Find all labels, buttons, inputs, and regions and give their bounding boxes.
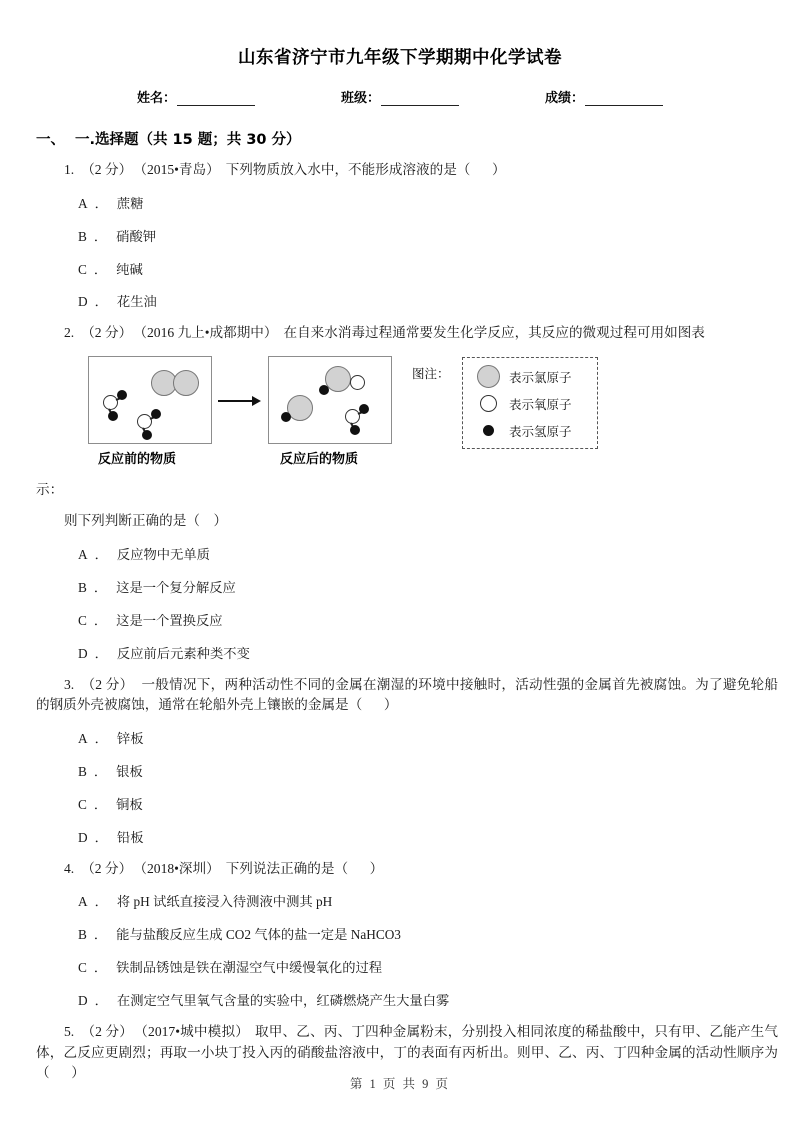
hydrogen-atom-icon xyxy=(142,430,152,440)
question-5-paren-close: ） xyxy=(71,1065,85,1081)
question-2-score: （2 分） xyxy=(81,325,133,341)
option-dot: ． xyxy=(93,261,108,277)
score-label: 成绩： xyxy=(545,91,585,106)
oxygen-atom-icon xyxy=(345,409,360,424)
hydrogen-atom-icon xyxy=(473,425,503,436)
question-3-option-a[interactable] xyxy=(78,729,800,749)
question-2-source: （2016 九上•成都期中） xyxy=(140,325,278,341)
class-label: 班级： xyxy=(340,91,380,106)
question-3-option-b[interactable] xyxy=(78,762,800,782)
question-1-stem xyxy=(36,160,778,181)
option-letter: A xyxy=(78,894,88,910)
option-text: 蔗糖 xyxy=(116,195,144,211)
option-letter: B xyxy=(78,763,87,779)
question-5-text: 取甲、乙、丙、丁四种金属粉末，分别投入相同浓度的稀盐酸中，只有甲、乙能产生气体，乙反应更剧烈；再取一小块丁投入丙的硝酸盐溶液中，丁的表面有丙析出。则甲、乙、丙、丁四种金属的活动性顺序为（ xyxy=(36,1024,779,1081)
option-dot: ． xyxy=(93,960,108,976)
question-4-paren-close: ） xyxy=(369,860,384,876)
option-dot: ． xyxy=(94,993,108,1009)
option-text: 将 pH 试纸直接浸入待测液中测其 pH xyxy=(116,894,333,910)
option-text: 反应前后元素种类不变 xyxy=(116,645,250,661)
hydrogen-atom-icon xyxy=(151,409,161,419)
option-letter: D xyxy=(78,294,88,310)
question-2-text: 在自来水消毒过程通常要发生化学反应，其反应的微观过程可用如图表 xyxy=(283,325,705,341)
option-letter: D xyxy=(78,645,88,661)
question-2-stem xyxy=(36,323,778,344)
question-3-paren-close: ） xyxy=(383,697,398,713)
oxygen-atom-icon xyxy=(103,395,118,410)
option-dot: ． xyxy=(94,730,108,746)
section-heading xyxy=(36,128,800,149)
option-dot: ． xyxy=(93,612,108,628)
question-4-number: 4. xyxy=(64,860,75,876)
question-3 xyxy=(0,675,800,848)
option-dot: ． xyxy=(94,195,108,211)
legend-item-label: 表示氯原子 xyxy=(509,369,572,385)
score-blank[interactable] xyxy=(585,92,663,106)
option-letter: A xyxy=(78,546,88,562)
name-label: 姓名： xyxy=(136,91,176,106)
legend-item-chlorine xyxy=(463,363,597,390)
option-letter: C xyxy=(78,612,87,628)
hydrogen-atom-icon xyxy=(117,390,127,400)
option-letter: B xyxy=(78,228,87,244)
question-5-score: （2 分） xyxy=(81,1024,134,1040)
option-letter: A xyxy=(78,195,88,211)
score-field xyxy=(545,87,663,106)
page-footer: 第 1 页 共 9 页 xyxy=(349,1077,451,1091)
class-field xyxy=(341,87,459,106)
legend-item-label: 表示氧原子 xyxy=(509,396,572,412)
question-2-number: 2. xyxy=(64,325,75,341)
question-1-option-d[interactable] xyxy=(78,292,800,312)
question-5-number: 5. xyxy=(64,1024,75,1040)
oxygen-atom-icon xyxy=(350,375,365,390)
figure-caption-before: 反应前的物质 xyxy=(98,452,177,468)
question-4-option-b[interactable] xyxy=(78,925,800,945)
reactants-box xyxy=(88,356,212,444)
question-1-paren-close: ） xyxy=(492,162,506,177)
option-dot: ． xyxy=(94,829,108,845)
option-dot: ． xyxy=(93,228,108,244)
option-text: 铜板 xyxy=(116,796,143,812)
question-2-option-b[interactable] xyxy=(78,578,800,598)
question-2-option-d[interactable] xyxy=(78,644,800,664)
name-blank[interactable] xyxy=(177,92,255,106)
legend-item-label: 表示氢原子 xyxy=(509,423,572,439)
question-1-number: 1. xyxy=(64,162,75,177)
question-2-option-a[interactable] xyxy=(78,545,800,565)
question-5-source: （2017•城中模拟） xyxy=(141,1024,249,1040)
section-index: 一、 xyxy=(36,132,65,148)
question-3-stem xyxy=(36,675,778,716)
section-title: 一.选择题（共 15 题；共 30 分） xyxy=(75,132,301,148)
products-box xyxy=(268,356,392,444)
hydrogen-atom-icon xyxy=(108,411,118,421)
question-4-text: 下列说法正确的是（ xyxy=(225,860,349,876)
option-dot: ． xyxy=(94,645,108,661)
option-letter: C xyxy=(78,960,87,976)
chlorine-atom-icon xyxy=(173,370,199,396)
option-text: 这是一个复分解反应 xyxy=(116,579,236,595)
question-2 xyxy=(0,323,800,663)
question-1-score: （2 分） xyxy=(81,162,133,177)
option-letter: A xyxy=(78,730,88,746)
hydrogen-atom-icon xyxy=(319,385,329,395)
question-4-option-a[interactable] xyxy=(78,892,800,912)
option-dot: ． xyxy=(93,579,108,595)
oxygen-atom-icon xyxy=(473,395,503,412)
figure-legend xyxy=(462,357,598,449)
question-2-tail: 示： xyxy=(36,482,64,498)
option-text: 这是一个置换反应 xyxy=(116,612,223,628)
option-dot: ． xyxy=(94,546,108,562)
hydrogen-atom-icon xyxy=(350,425,360,435)
option-letter: C xyxy=(78,261,87,277)
question-2-subquestion-text: 则下列判断正确的是（ xyxy=(64,513,200,529)
question-4-score: （2 分） xyxy=(81,860,133,876)
question-1-option-b[interactable] xyxy=(78,227,800,247)
question-3-number: 3. xyxy=(64,676,75,692)
legend-item-hydrogen xyxy=(463,417,597,444)
question-2-option-c[interactable] xyxy=(78,611,800,631)
question-1-source: （2015•青岛） xyxy=(140,162,220,177)
option-letter: C xyxy=(78,796,87,812)
option-text: 锌板 xyxy=(116,730,144,746)
option-dot: ． xyxy=(94,894,108,910)
question-2-subquestion xyxy=(64,511,800,531)
option-text: 银板 xyxy=(116,763,143,779)
legend-item-oxygen xyxy=(463,390,597,417)
option-text: 硝酸钾 xyxy=(116,228,157,244)
question-2-paren-close: ） xyxy=(213,513,228,529)
option-dot: ． xyxy=(93,796,108,812)
question-4-stem xyxy=(36,859,778,880)
question-3-score: （2 分） xyxy=(81,676,134,692)
question-3-option-d[interactable] xyxy=(78,828,800,848)
class-blank[interactable] xyxy=(381,92,459,106)
chlorine-atom-icon xyxy=(473,365,503,388)
question-2-figure xyxy=(0,352,800,480)
option-dot: ． xyxy=(93,763,108,779)
question-4-option-c[interactable] xyxy=(78,958,800,978)
question-4-option-d[interactable] xyxy=(78,991,800,1011)
option-letter: B xyxy=(78,579,87,595)
option-dot: ． xyxy=(93,927,108,943)
hydrogen-atom-icon xyxy=(359,404,369,414)
name-field xyxy=(137,87,255,106)
legend-label: 图注： xyxy=(412,366,450,382)
figure-caption-after: 反应后的物质 xyxy=(280,452,359,468)
question-4-source: （2018•深圳） xyxy=(140,860,220,876)
student-info-row xyxy=(0,87,800,106)
question-1-option-a[interactable] xyxy=(78,194,800,214)
question-1-option-c[interactable] xyxy=(78,260,800,280)
option-text: 花生油 xyxy=(116,294,157,310)
option-dot: ． xyxy=(94,294,108,310)
oxygen-atom-icon xyxy=(137,414,152,429)
question-3-option-c[interactable] xyxy=(78,795,800,815)
hydrogen-atom-icon xyxy=(281,412,291,422)
question-1-text: 下列物质放入水中，不能形成溶液的是（ xyxy=(225,162,471,177)
option-letter: D xyxy=(78,829,88,845)
option-text: 纯碱 xyxy=(116,261,143,277)
question-3-text: 一般情况下，两种活动性不同的金属在潮湿的环境中接触时，活动性强的金属首先被腐蚀。为了避免轮船的钢质外壳被腐蚀，通常在轮船外壳上镶嵌的金属是（ xyxy=(36,676,778,713)
page-title: 山东省济宁市九年级下学期期中化学试卷 xyxy=(238,48,562,68)
option-text: 铅板 xyxy=(116,829,144,845)
option-text: 在测定空气里氧气含量的实验中，红磷燃烧产生大量白雾 xyxy=(116,993,450,1009)
option-letter: D xyxy=(78,993,88,1009)
question-1 xyxy=(0,160,800,312)
option-letter: B xyxy=(78,927,87,943)
question-4 xyxy=(0,859,800,1011)
option-text: 铁制品锈蚀是铁在潮湿空气中缓慢氧化的过程 xyxy=(116,960,383,976)
option-text: 能与盐酸反应生成 CO2 气体的盐一定是 NaHCO3 xyxy=(116,927,401,943)
option-text: 反应物中无单质 xyxy=(116,546,210,562)
reaction-arrow-icon xyxy=(218,396,262,406)
